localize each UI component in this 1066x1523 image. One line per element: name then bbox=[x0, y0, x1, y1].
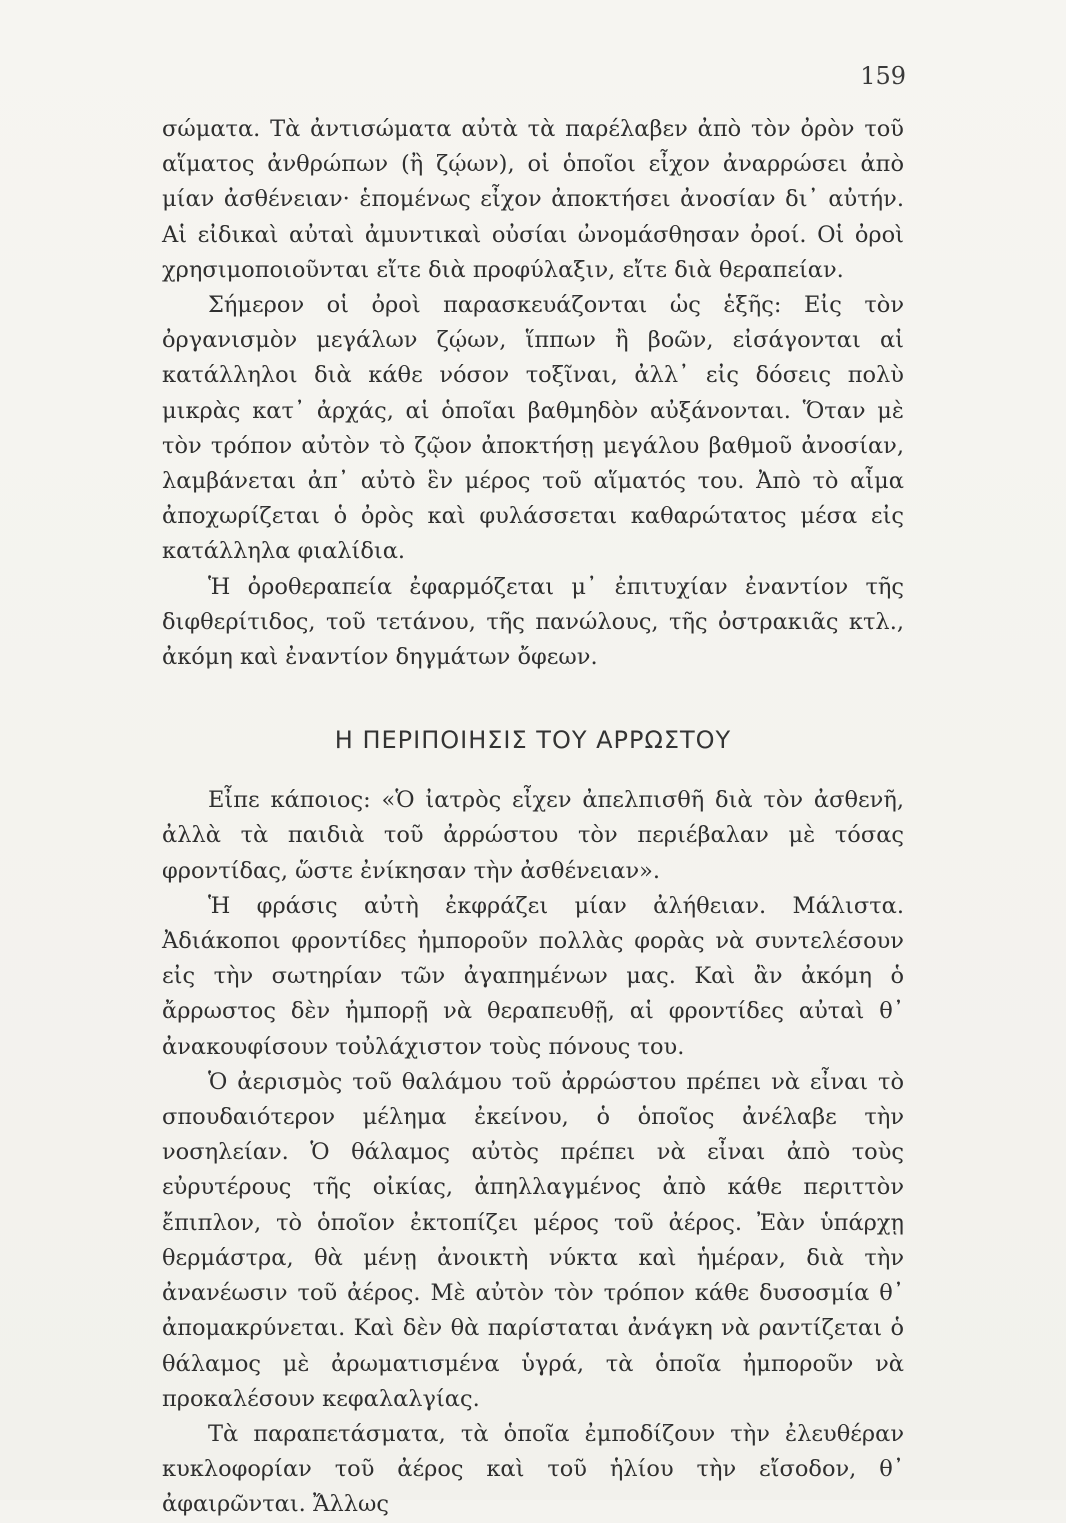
page-body bbox=[162, 112, 904, 1523]
paragraph-antibodies-continuation: σώματα. Τὰ ἀντισώματα αὐτὰ τὰ παρέλαβεν ἀπὸ τὸν ὀρὸν τοῦ αἵματος ἀνθρώπων (ἢ ζῴων), οἱ ὁποῖοι εἶχον ἀναρρώσει ἀπὸ μίαν ἀσθένειαν· ἑπομένως εἶχον ἀποκτήσει ἀνοσίαν δι᾽ αὐτήν. Αἱ εἰδικαὶ αὐταὶ ἀμυντικαὶ οὐσίαι ὠνομάσθησαν ὀροί. Οἱ ὀροὶ χρησιμοποιοῦνται εἴτε διὰ προφύλαξιν, εἴτε διὰ θεραπείαν. bbox=[162, 116, 904, 283]
paragraph-serotherapy: Ἡ ὀροθεραπεία ἐφαρμόζεται μ᾽ ἐπιτυχίαν ἐναντίον τῆς διφθερίτιδος, τοῦ τετάνου, τῆς πανώλους, τῆς ὀστρακιᾶς κτλ., ἀκόμη καὶ ἐναντίον δηγμάτων ὄφεων. bbox=[162, 573, 904, 671]
paragraph-quote: Εἶπε κάποιος: «Ὁ ἰατρὸς εἶχεν ἀπελπισθῆ διὰ τὸν ἀσθενῆ, ἀλλὰ τὰ παιδιὰ τοῦ ἀρρώστου τὸν περιέβαλαν μὲ τόσας φροντίδας, ὥστε ἐνίκησαν τὴν ἀσθένειαν». bbox=[162, 787, 904, 884]
paragraph-ventilation: Ὁ ἀερισμὸς τοῦ θαλάμου τοῦ ἀρρώστου πρέπει νὰ εἶναι τὸ σπουδαιότερον μέλημα ἐκείνου, ὁ ὁποῖος ἀνέλαβε τὴν νοσηλείαν. Ὁ θάλαμος αὐτὸς πρέπει νὰ εἶναι ἀπὸ τοὺς εὐρυτέρους τῆς οἰκίας, ἀπηλλαγμένος ἀπὸ κάθε περιττὸν ἔπιπλον, τὸ ὁποῖον ἐκτοπίζει μέρος τοῦ ἀέρος. Ἐὰν ὑπάρχῃ θερμάστρα, θὰ μένῃ ἀνοικτὴ νύκτα καὶ ἡμέραν, διὰ τὴν ἀνανέωσιν τοῦ ἀέρος. Μὲ αὐτὸν τὸν τρόπον κάθε δυσοσμία θ᾽ ἀπομακρύνεται. Καὶ δὲν θὰ παρίσταται ἀνάγκη νὰ ραντίζεται ὁ θάλαμος μὲ ἀρωματισμένα ὑγρά, τὰ ὁποῖα ἠμποροῦν νὰ προκαλέσουν κεφαλαλγίας. bbox=[162, 1068, 904, 1412]
paragraph-curtains: Τὰ παραπετάσματα, τὰ ὁποῖα ἐμποδίζουν τὴν ἐλευθέραν κυκλοφορίαν τοῦ ἀέρος καὶ τοῦ ἡλίου τὴν εἴσοδον, θ᾽ ἀφαιρῶνται. Ἄλλως bbox=[162, 1420, 904, 1518]
page-number: 159 bbox=[860, 62, 906, 90]
paragraph-serum-preparation: Σήμερον οἱ ὀροὶ παρασκευάζονται ὡς ἑξῆς: Εἰς τὸν ὀργανισμὸν μεγάλων ζῴων, ἵππων ἢ βοῶν, εἰσάγονται αἱ κατάλληλοι διὰ κάθε νόσον τοξῖναι, ἀλλ᾽ εἰς δόσεις πολὺ μικρὰς κατ᾽ ἀρχάς, αἱ ὁποῖαι βαθμηδὸν αὐξάνονται. Ὅταν μὲ τὸν τρόπον αὐτὸν τὸ ζῷον ἀποκτήσῃ μεγάλου βαθμοῦ ἀνοσίαν, λαμβάνεται ἀπ᾽ αὐτὸ ἓν μέρος τοῦ αἵματός του. Ἀπὸ τὸ αἷμα ἀποχωρίζεται ὁ ὀρὸς καὶ φυλάσσεται καθαρώτατος μέσα εἰς κατάλληλα φιαλίδια. bbox=[162, 292, 904, 565]
section-heading: Η ΠΕΡΙΠΟΙΗΣΙΣ ΤΟΥ ΑΡΡΩΣΤΟΥ bbox=[334, 726, 732, 755]
paragraph-care-truth: Ἡ φράσις αὐτὴ ἐκφράζει μίαν ἀλήθειαν. Μάλιστα. Ἀδιάκοποι φροντίδες ἠμποροῦν πολλὰς φορὰς νὰ συντελέσουν εἰς τὴν σωτηρίαν τῶν ἀγαπημένων μας. Καὶ ἂν ἀκόμη ὁ ἄρρωστος δὲν ἠμπορῇ νὰ θεραπευθῇ, αἱ φροντίδες αὐταὶ θ᾽ ἀνακουφίσουν τοὐλάχιστον τοὺς πόνους του. bbox=[162, 892, 904, 1060]
